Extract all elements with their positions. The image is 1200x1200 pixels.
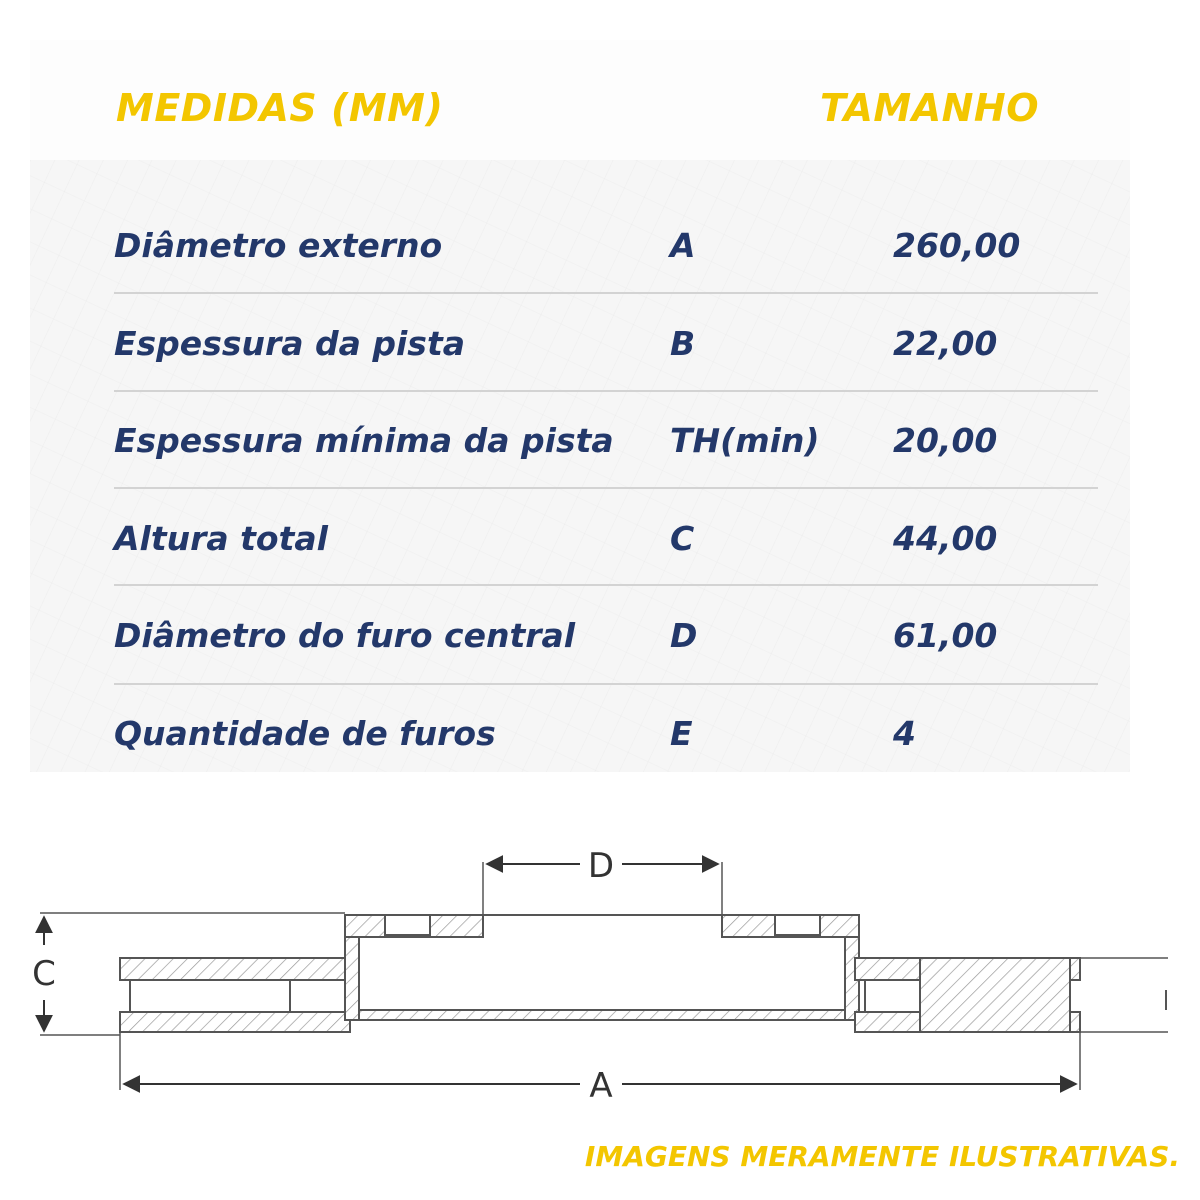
rotor-left-vent [130,980,290,1012]
table-row [0,324,1200,384]
row-label: Espessura mínima da pista [114,421,614,460]
row-label: Espessura da pista [114,324,465,363]
rotor-left-upper-plate [120,958,350,980]
dimension-c-label: C [32,954,56,994]
hat-bolt-hole-left [385,915,430,935]
row-value: 260,00 [893,226,1021,265]
row-value: 4 [893,714,916,753]
row-code: A [670,226,696,265]
row-code: E [670,714,693,753]
row-divider [114,487,1098,489]
row-divider [114,683,1098,685]
hat-floor [359,1010,845,1020]
table-row [0,519,1200,579]
row-value: 44,00 [893,519,998,558]
table-row [0,714,1200,774]
hat-bolt-hole-right [775,915,820,935]
row-value: 22,00 [893,324,998,363]
row-label: Quantidade de furos [114,714,496,753]
row-divider [114,390,1098,392]
row-label: Altura total [114,519,328,558]
table-row [0,616,1200,676]
dimension-d-label: D [587,846,615,886]
disclaimer-footnote: IMAGENS MERAMENTE ILUSTRATIVAS. [584,1140,1180,1173]
rotor-right-vent [865,980,920,1012]
dimension-a-label: A [589,1066,613,1106]
row-code: TH(min) [670,421,820,460]
row-code: B [670,324,696,363]
table-row [0,226,1200,286]
row-value: 61,00 [893,616,998,655]
row-label: Diâmetro externo [114,226,443,265]
row-value: 20,00 [893,421,998,460]
row-code: C [670,519,695,558]
brake-disc-cross-section [0,800,1200,1120]
rotor-right-solid [920,958,1070,1032]
row-divider [114,584,1098,586]
header-size: TAMANHO [820,86,1040,130]
row-divider [114,292,1098,294]
row-code: D [670,616,698,655]
row-label: Diâmetro do furo central [114,616,576,655]
header-measures: MEDIDAS (MM) [116,86,444,130]
table-row [0,421,1200,481]
rotor-left-lower-plate [120,1012,350,1032]
